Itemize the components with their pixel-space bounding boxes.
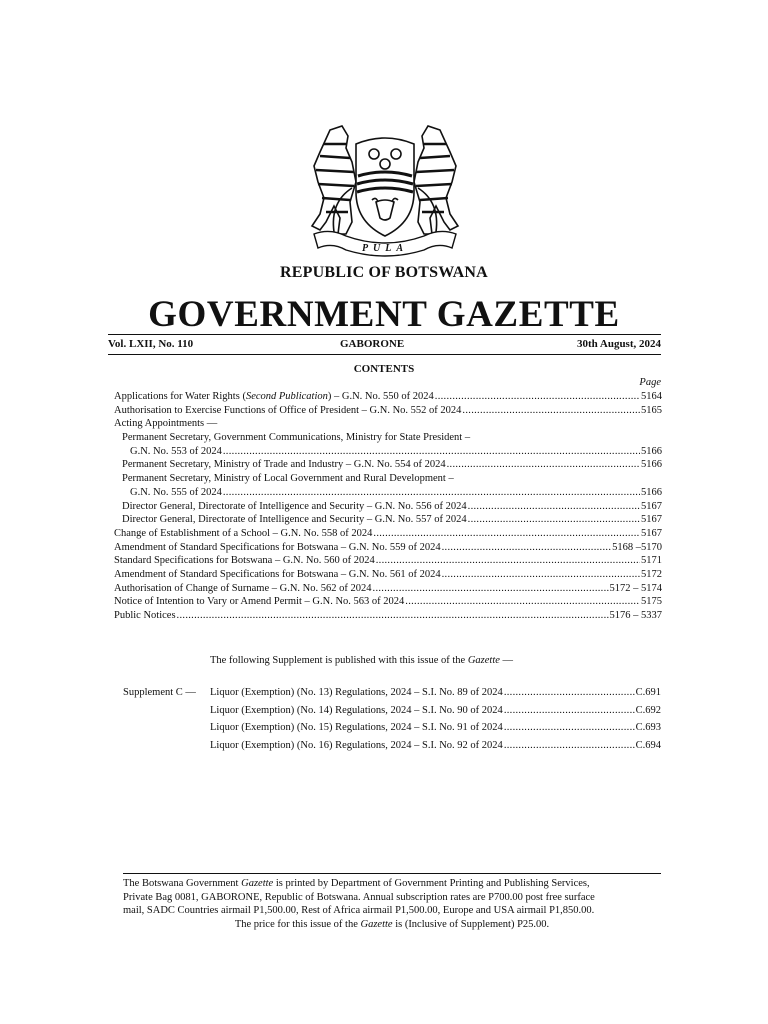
toc-page-number: 5167 bbox=[641, 527, 662, 539]
toc-entry: G.N. No. 555 of 2024 ..... 5166 bbox=[114, 486, 662, 500]
publication-footer bbox=[123, 877, 661, 931]
toc-page-number: 5166 bbox=[641, 486, 662, 498]
dot-leader bbox=[376, 554, 640, 568]
dot-leader bbox=[223, 486, 640, 500]
toc-page-number: 5167 bbox=[641, 514, 662, 526]
header-top-rule bbox=[108, 334, 661, 335]
toc-page-number: 5166 bbox=[641, 459, 662, 471]
supplement-label: Supplement C — bbox=[123, 687, 196, 698]
dot-leader bbox=[504, 702, 635, 720]
toc-page-number: 5165 bbox=[641, 404, 662, 416]
dot-leader bbox=[223, 445, 640, 459]
toc-entry: Amendment of Standard Specifications for Botswana – G.N. No. 559 of 2024 ..... 5168 –5170 bbox=[114, 541, 662, 555]
footer-rule bbox=[123, 873, 661, 874]
toc-entry-line: Permanent Secretary, Ministry of Local Government and Rural Development – bbox=[122, 473, 454, 485]
toc-entry: Standard Specifications for Botswana – G.N. No. 560 of 2024 ..... 5171 bbox=[114, 554, 662, 568]
header-bottom-rule bbox=[108, 354, 661, 355]
dot-leader bbox=[373, 527, 640, 541]
supplement-page: C.691 bbox=[635, 687, 661, 698]
toc-page-number: 5171 bbox=[641, 555, 662, 567]
supplement-page: C.694 bbox=[635, 739, 661, 751]
toc-entry: Permanent Secretary, Ministry of Trade and Industry – G.N. No. 554 of 2024 ..... 5166 bbox=[114, 458, 662, 472]
toc-entry: Change of Establishment of a School – G.N. No. 558 of 2024 ..... 5167 bbox=[114, 527, 662, 541]
toc-page-number: 5167 bbox=[641, 500, 662, 512]
page-column-label: Page bbox=[639, 377, 661, 388]
supplement-page: C.693 bbox=[635, 722, 661, 733]
toc-entry: Authorisation to Exercise Functions of Office of President – G.N. No. 552 of 2024 ..... 5165 bbox=[114, 404, 662, 418]
toc-entry: Public Notices ..... 5176 – 5337 bbox=[114, 609, 662, 623]
toc-entry: Director General, Directorate of Intelligence and Security – G.N. No. 557 of 2024 ..... 5167 bbox=[114, 513, 662, 527]
footer-line: The Botswana Government Gazette is printed by Department of Government Printing and Publishing Services, bbox=[123, 878, 590, 889]
toc-page-number: 5175 bbox=[641, 596, 662, 608]
toc-page-number: 5164 bbox=[641, 391, 662, 402]
dot-leader bbox=[373, 582, 609, 596]
toc-entry-line: Permanent Secretary, Government Communications, Ministry for State President – bbox=[122, 432, 471, 444]
country-heading: REPUBLIC OF BOTSWANA bbox=[280, 264, 488, 281]
dot-leader bbox=[468, 500, 640, 514]
supplement-item: Liquor (Exemption) (No. 16) Regulations, 2024 – S.I. No. 92 of 2024 ..... C.694 bbox=[123, 737, 661, 755]
supplement-list bbox=[123, 684, 661, 754]
issue-date: 30th August, 2024 bbox=[576, 338, 661, 350]
contents-heading: CONTENTS bbox=[353, 363, 415, 375]
dot-leader bbox=[462, 404, 640, 418]
place-of-publication: GABORONE bbox=[340, 338, 405, 350]
dot-leader bbox=[504, 737, 635, 755]
toc-page-number: 5172 bbox=[641, 568, 662, 580]
dot-leader bbox=[405, 595, 640, 609]
dot-leader bbox=[435, 390, 640, 404]
toc-page-number: 5172 – 5174 bbox=[609, 582, 662, 594]
coat-of-arms-emblem bbox=[290, 122, 480, 262]
toc-entry: Authorisation of Change of Surname – G.N. No. 562 of 2024 ..... 5172 – 5174 bbox=[114, 582, 662, 596]
toc-entry: Amendment of Standard Specifications for Botswana – G.N. No. 561 of 2024 ..... 5172 bbox=[114, 568, 662, 582]
supplement-intro: The following Supplement is published with this issue of the Gazette — bbox=[210, 655, 514, 666]
table-of-contents bbox=[114, 390, 662, 623]
footer-line: mail, SADC Countries airmail P1,500.00, Rest of Africa airmail P1,500.00, Europe and USA airmail P1,850.00. bbox=[123, 905, 595, 916]
toc-entry: G.N. No. 553 of 2024 ..... 5166 bbox=[114, 445, 662, 459]
footer-line: Private Bag 0081, GABORONE, Republic of Botswana. Annual subscription rates are P700.00 post free surface bbox=[123, 891, 595, 903]
dot-leader bbox=[504, 684, 635, 702]
toc-section-heading: Acting Appointments — bbox=[114, 418, 218, 430]
supplement-item: Liquor (Exemption) (No. 14) Regulations, 2024 – S.I. No. 90 of 2024 ..... C.692 bbox=[123, 702, 661, 720]
motto-text: PULA bbox=[361, 243, 409, 254]
toc-entry: Notice of Intention to Vary or Amend Permit – G.N. No. 563 of 2024 ..... 5175 bbox=[114, 595, 662, 609]
toc-page-number: 5168 –5170 bbox=[612, 541, 662, 553]
toc-page-number: 5176 – 5337 bbox=[609, 610, 662, 621]
supplement-item: Liquor (Exemption) (No. 15) Regulations, 2024 – S.I. No. 91 of 2024 ..... C.693 bbox=[123, 719, 661, 737]
publication-title: GOVERNMENT GAZETTE bbox=[148, 294, 620, 335]
dot-leader bbox=[177, 609, 609, 623]
dot-leader bbox=[468, 513, 640, 527]
dot-leader bbox=[442, 568, 640, 582]
supplement-page: C.692 bbox=[635, 704, 661, 716]
toc-entry: Director General, Directorate of Intelligence and Security – G.N. No. 556 of 2024 ..... 5167 bbox=[114, 500, 662, 514]
price-line: The price for this issue of the Gazette is (Inclusive of Supplement) P25.00. bbox=[234, 918, 550, 930]
shield bbox=[356, 138, 414, 236]
dot-leader bbox=[447, 458, 640, 472]
dot-leader bbox=[504, 719, 635, 737]
toc-entry: Applications for Water Rights (Second Publication) – G.N. No. 550 of 2024 ..... 5164 bbox=[114, 390, 662, 404]
volume-number: Vol. LXII, No. 110 bbox=[108, 338, 194, 350]
toc-page-number: 5166 bbox=[641, 445, 662, 457]
supplement-item: Supplement C — Liquor (Exemption) (No. 13) Regulations, 2024 – S.I. No. 89 of 2024 ..... C.691 bbox=[123, 684, 661, 702]
issue-info-bar bbox=[108, 338, 661, 352]
dot-leader bbox=[442, 541, 612, 555]
